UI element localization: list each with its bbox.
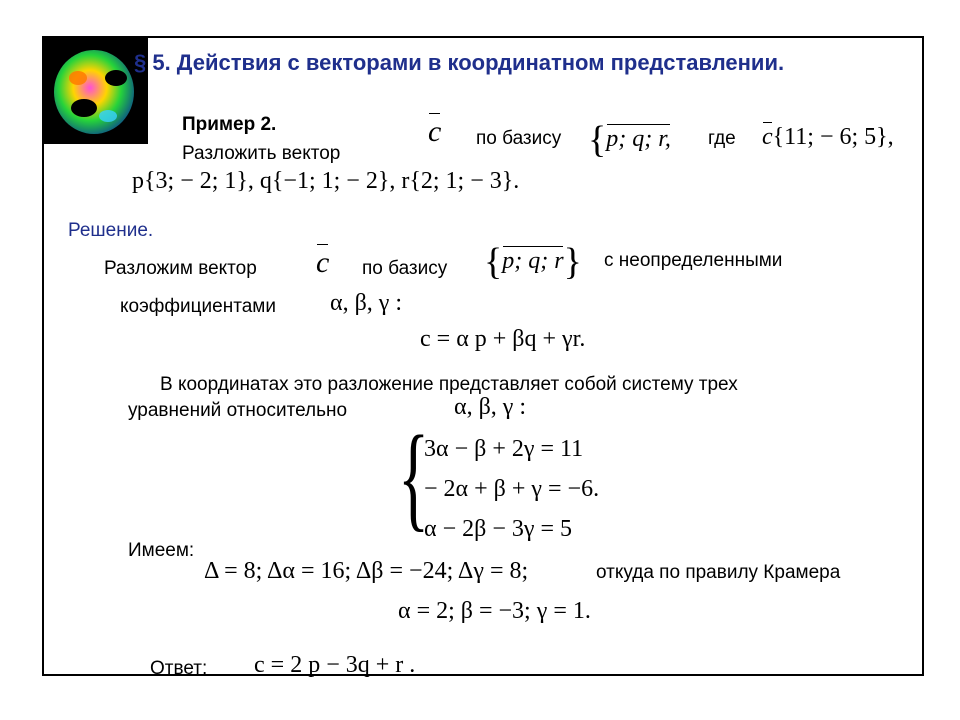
equation-2: − 2α + β + γ = −6. — [424, 476, 600, 502]
by-basis-text-2: по базису — [362, 258, 448, 279]
vector-c: c — [428, 115, 442, 148]
basis-set-2: {p; q; r} — [484, 241, 582, 283]
undetermined-text: с неопределенными — [604, 250, 783, 271]
vector-c-2: c — [316, 246, 330, 279]
basis-vectors: p; q; r, — [606, 125, 671, 152]
equation-3: α − 2β − 3γ = 5 — [424, 516, 572, 542]
have-text: Имеем: — [128, 540, 195, 561]
equation-1: 3α − β + 2γ = 11 — [424, 436, 584, 462]
answer-formula: c = 2 p − 3q + r . — [254, 652, 416, 678]
coords-text-line1: В координатах это разложение представляет собой систему трех — [160, 374, 738, 395]
coefficients-text: коэффициентами — [120, 296, 276, 317]
given-vectors: p{3; − 2; 1}, q{−1; 1; − 2}, r{2; 1; − 3}. — [132, 168, 520, 194]
where-text: где — [708, 128, 736, 149]
expansion-formula: c = α p + βq + γr. — [420, 326, 586, 352]
basis-set: {p; q; r, — [588, 119, 671, 161]
torus-fractal-logo-icon — [44, 38, 148, 144]
coords-text-line2: уравнений относительно — [128, 400, 348, 421]
task-text: Разложить вектор — [182, 143, 341, 164]
cramer-text: откуда по правилу Крамера — [596, 562, 841, 583]
slide-title: § 5. Действия с векторами в координатном представлении. — [134, 50, 785, 75]
decompose-text: Разложим вектор — [104, 258, 257, 279]
system-brace: { — [398, 411, 430, 542]
c-coordinates-value: {11; − 6; 5}, — [772, 124, 894, 150]
greek-coefficients: α, β, γ : — [330, 290, 403, 316]
greek-coefficients-2: α, β, γ : — [454, 394, 527, 420]
solution-label: Решение. — [68, 220, 154, 241]
result-values: α = 2; β = −3; γ = 1. — [398, 598, 591, 624]
basis-vectors-2: p; q; r — [502, 247, 564, 274]
example-label: Пример 2. — [182, 114, 277, 135]
answer-label: Ответ: — [150, 658, 208, 679]
c-coordinates: c{11; − 6; 5}, — [762, 124, 894, 150]
determinants: Δ = 8; Δα = 16; Δβ = −24; Δγ = 8; — [204, 558, 529, 584]
by-basis-text: по базису — [476, 128, 562, 149]
